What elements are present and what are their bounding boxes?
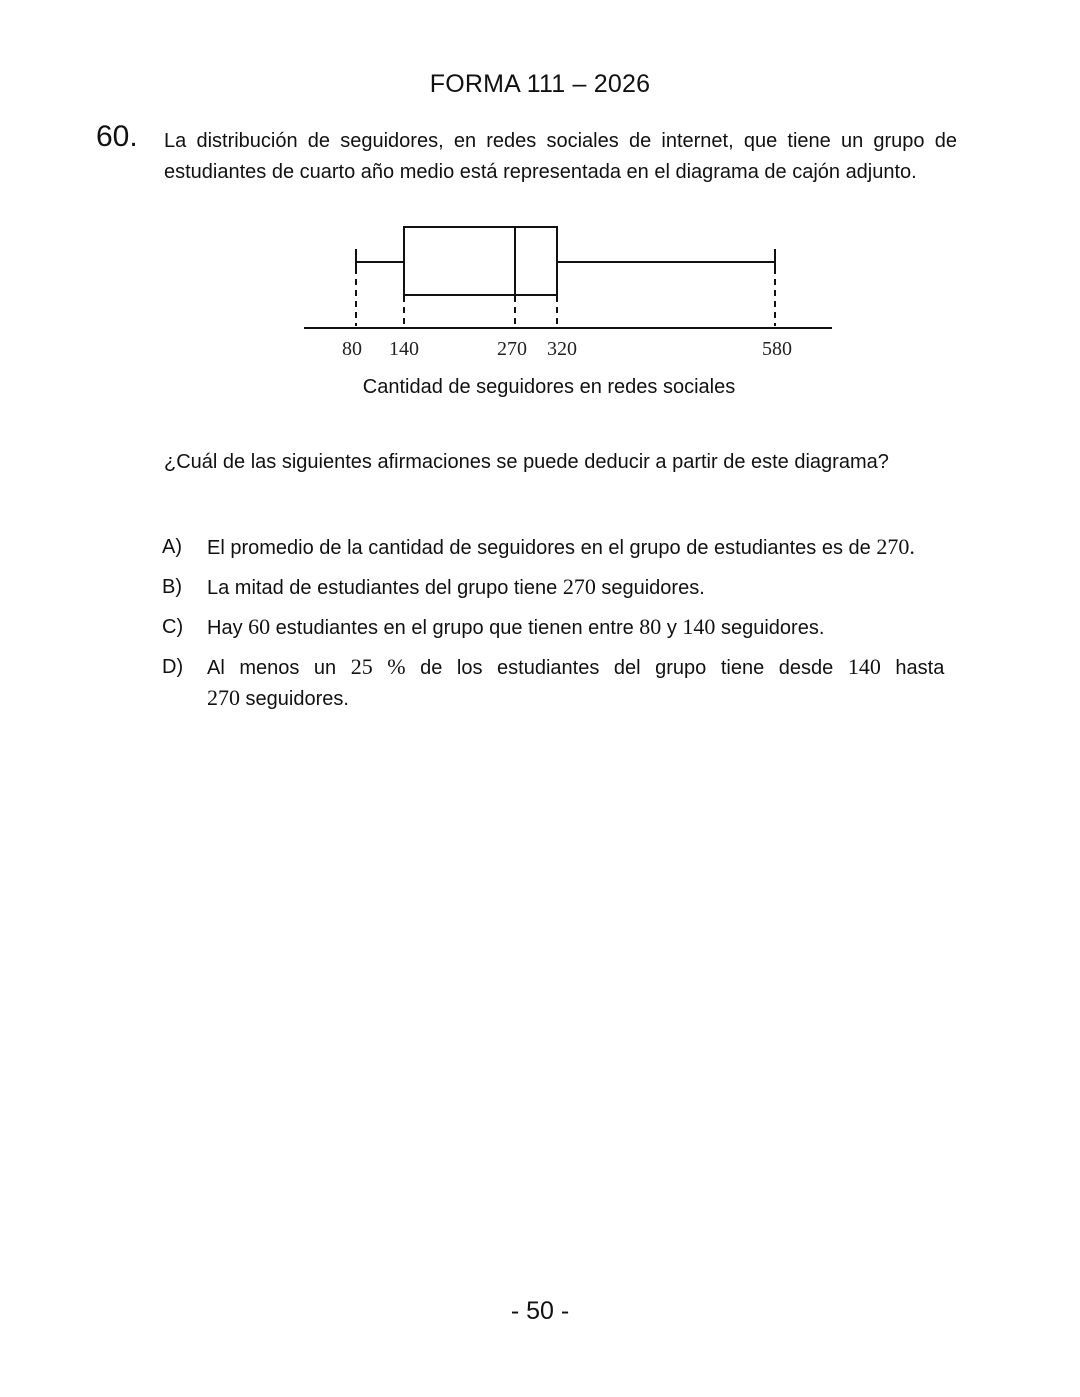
option-letter: B) <box>162 576 182 598</box>
question-stem-line-2: estudiantes de cuarto año medio está representada en el diagrama de cajón adjunto. <box>164 161 917 183</box>
option-letter: A) <box>162 536 182 558</box>
tick-label-q1: 140 <box>389 338 419 360</box>
question-prompt: ¿Cuál de las siguientes afirmaciones se puede deducir a partir de este diagrama? <box>164 451 889 473</box>
box-plot <box>300 220 840 410</box>
option-letter: D) <box>162 656 184 678</box>
x-axis-label: Cantidad de seguidores en redes sociales <box>362 376 736 398</box>
option-c[interactable] <box>160 612 957 643</box>
question-stem-line-1: La distribución de seguidores, en redes sociales de internet, que tiene un grupo de <box>164 130 957 152</box>
box-iqr <box>404 227 557 295</box>
tick-label-median: 270 <box>497 338 527 360</box>
option-d[interactable] <box>160 652 957 714</box>
question-number: 60. <box>96 120 138 153</box>
option-b[interactable] <box>160 572 957 603</box>
question-stem <box>164 126 957 188</box>
page-number: - 50 - <box>510 1297 570 1325</box>
box-plot-graphic <box>300 220 840 340</box>
tick-label-max: 580 <box>762 338 792 360</box>
option-text: La mitad de estudiantes del grupo tiene 270 seguidores. <box>207 574 705 599</box>
option-letter: C) <box>162 616 184 638</box>
exam-form-header: FORMA 111 – 2026 <box>429 70 651 98</box>
option-text: El promedio de la cantidad de seguidores en el grupo de estudiantes es de 270. <box>207 534 915 559</box>
option-a[interactable] <box>160 532 957 563</box>
option-text: Hay 60 estudiantes en el grupo que tienen entre 80 y 140 seguidores. <box>207 614 825 639</box>
tick-label-min: 80 <box>342 338 362 360</box>
option-text: Al menos un 25 % de los estudiantes del grupo tiene desde 140 hasta 270 seguidores. <box>207 654 945 710</box>
answer-options <box>160 532 957 723</box>
tick-label-q3: 320 <box>547 338 577 360</box>
